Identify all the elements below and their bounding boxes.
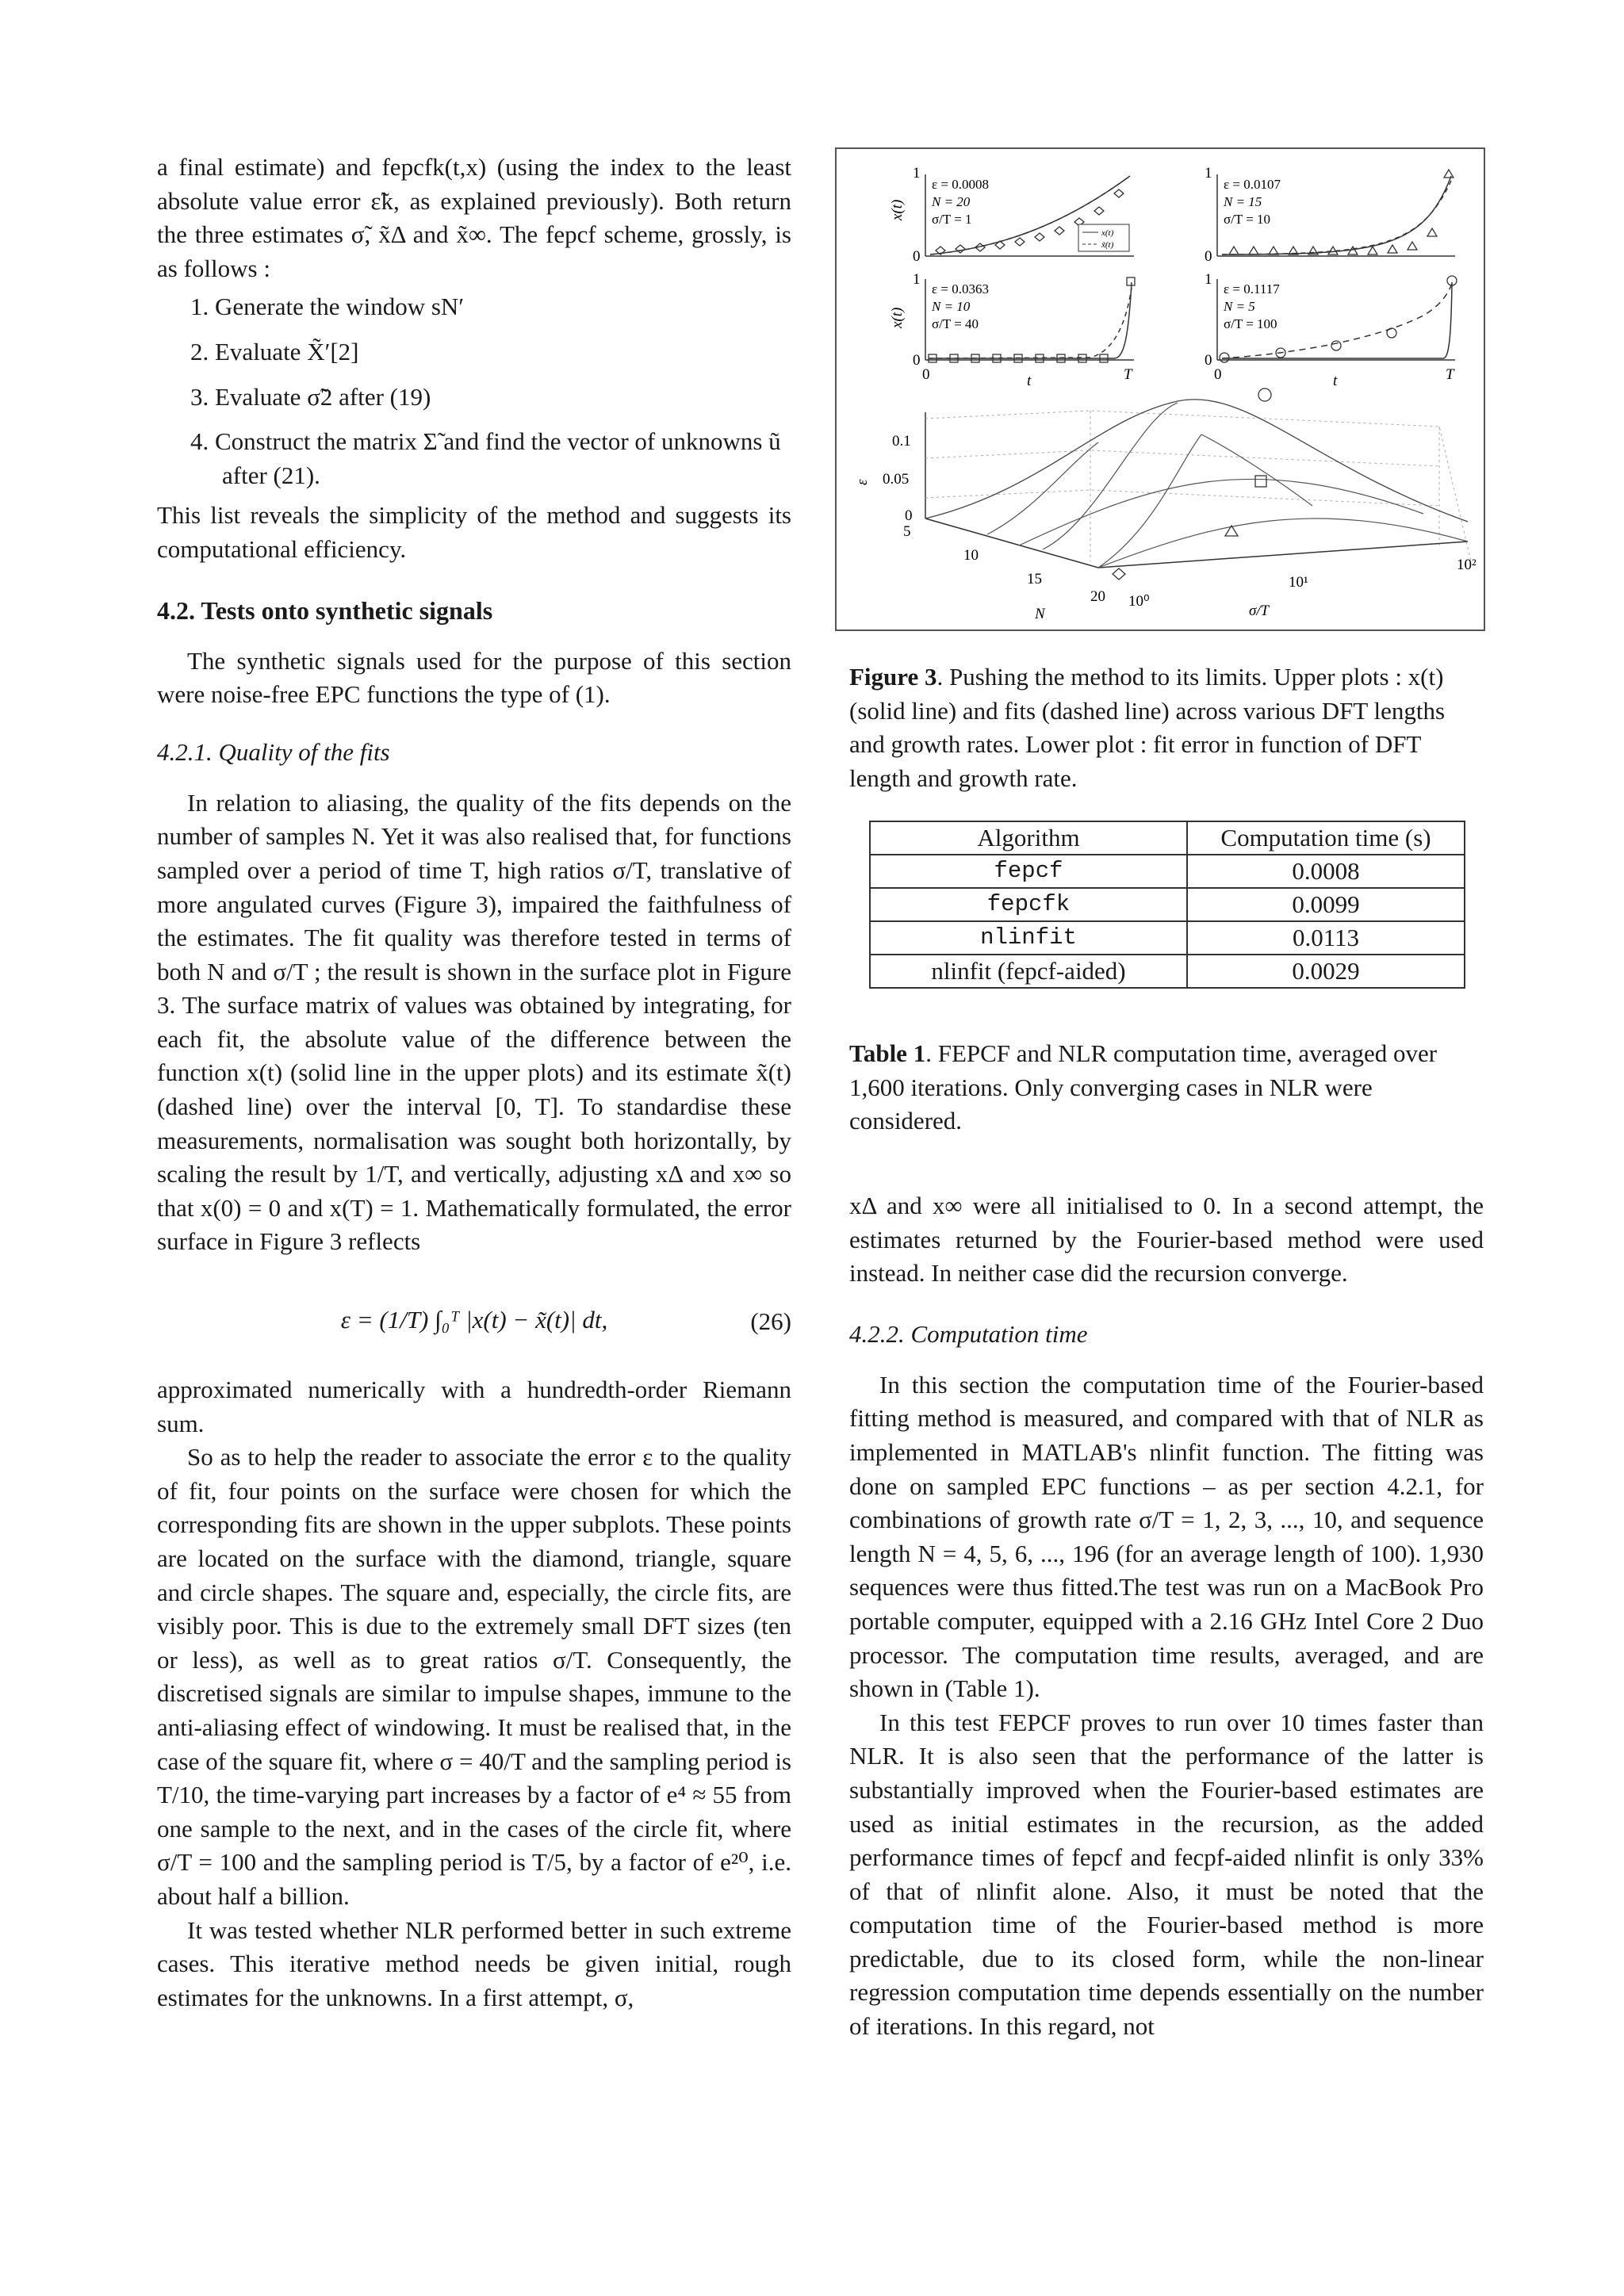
algorithm-cell: fepcf <box>870 855 1187 888</box>
s3-n: N = 10 <box>932 299 971 314</box>
s1-eps: ε = 0.0008 <box>932 177 989 192</box>
n-label: N <box>1035 606 1045 622</box>
s4-tick-0: 0 <box>1205 352 1212 369</box>
ratio-tick-1: 10⁰ <box>1128 593 1150 610</box>
s4-n: N = 5 <box>1224 299 1255 314</box>
z-label: ε <box>854 479 871 485</box>
table-row <box>870 921 1465 955</box>
time-cell: 0.0099 <box>1187 888 1465 921</box>
s4-tick-1: 1 <box>1205 271 1212 288</box>
section-heading: 4.2. Tests onto synthetic signals <box>157 595 493 625</box>
s3-xT: T <box>1124 366 1132 383</box>
computation-paragraph: In this section the computation time of the Fourier-based fitting method is measured, and compared with that of NLR as implemented in MATLAB's nlinfit function. The fitting was done on sampled EPC functions – as per section 4.2.1, for combinations of growth rate σ/T = 1, 2, 3, ..., 10, and sequence length N = 4, 5, 6, ..., 196 (for an average length of 100). 1,930 sequences were thus fitted.The test was run on a MacBook Pro portable computer, equipped with a 2.16 GHz Intel Core 2 Duo processor. The computation time results, averaged, and are shown in (Table 1). <box>849 1370 1484 1703</box>
s3-ratio: σ/T = 40 <box>932 316 979 331</box>
equation-number: (26) <box>750 1307 791 1336</box>
s2-tick-0: 0 <box>1205 248 1212 265</box>
s4-xT: T <box>1446 366 1454 383</box>
header-algorithm: Algorithm <box>870 821 1187 855</box>
legend-dashed: x̃(t) <box>1101 240 1114 250</box>
equation-body: ε = (1/T) ∫₀ᵀ |x(t) − x̃(t)| dt, <box>340 1306 608 1334</box>
time-cell: 0.0029 <box>1187 955 1465 988</box>
subplot-1 <box>889 165 1134 265</box>
step-2: 2. Evaluate X̃′[2] <box>190 337 359 365</box>
s4-ratio: σ/T = 100 <box>1224 316 1277 331</box>
surface-plot <box>854 388 1477 622</box>
ratio-tick-10: 10¹ <box>1289 574 1308 591</box>
table-caption-text: . FEPCF and NLR computation time, averaged over 1,600 iterations. Only converging cases in NLR were considered. <box>849 1039 1438 1135</box>
z-tick-0.1: 0.1 <box>892 433 911 450</box>
step-4: 4. Construct the matrix Σ̃ and find the vector of unknowns ũ after (21). <box>190 427 781 489</box>
table-row <box>870 955 1465 988</box>
figure-caption-label: Figure 3 <box>849 663 937 691</box>
z-tick-0: 0 <box>905 507 913 524</box>
figure-3 <box>835 147 1485 631</box>
table-row <box>870 855 1465 888</box>
n-tick-10: 10 <box>963 547 979 564</box>
table-caption-label: Table 1 <box>849 1039 926 1067</box>
computation-time-table <box>869 821 1465 989</box>
subsection-heading: 4.2.1. Quality of the fits <box>157 737 390 766</box>
performance-paragraph: In this test FEPCF proves to run over 10 times faster than NLR. It is also seen that the performance of the latter is substantially improved when the Fourier-based estimates are used as initial estimates in the recursion, as the added performance times of fepcf and fecpf-aided nlinfit is only 33% of that of nlinfit alone. Also, it must be noted that the computation time of the Fourier-based method is more predictable, due to its closed form, while the non-linear regression computation time depends essentially on the number of iterations. In this regard, not <box>849 1708 1484 2041</box>
section-paragraph: The synthetic signals used for the purpose of this section were noise-free EPC functions the type of (1). <box>157 646 791 709</box>
algorithm-cell: nlinfit (fepcf-aided) <box>870 955 1187 988</box>
s2-tick-1: 1 <box>1205 165 1212 182</box>
figure-svg <box>837 149 1484 629</box>
time-cell: 0.0113 <box>1187 921 1465 955</box>
ratio-tick-100: 10² <box>1457 557 1477 573</box>
s3-tick-1: 1 <box>913 271 921 288</box>
left-column <box>157 151 791 2015</box>
subplot-4 <box>1205 271 1457 389</box>
error-paragraph: So as to help the reader to associate the error ε to the quality of fit, four points on the surface were chosen for which the corresponding fits are shown in the upper subplots. These points are located on the surface with the diamond, triangle, square and circle shapes. The square and, especially, the circle fits, are visibly poor. This is due to the extremely small DFT sizes (ten or less), as well as to great ratios σ/T. Consequently, the discretised signals are similar to impulse shapes, immune to the anti-aliasing effect of windowing. It must be realised that, in the case of the square fit, where σ = 40/T and the sampling period is T/10, the time-varying part increases by a factor of e⁴ ≈ 55 from one sample to the next, and in the cases of the circle fit, where σ/T = 100 and the sampling period is T/5, by a factor of e²⁰, i.e. about half a billion. <box>157 1443 791 1910</box>
table-caption <box>849 1037 1484 1138</box>
s4-xlabel: t <box>1333 373 1338 389</box>
intro-paragraph: a final estimate) and fepcfk(t,x) (using the index to the least absolute value error ε̃k, as explained previously). Both return the three estimates σ̃, x̃Δ and x̃∞. The fepcf scheme, grossly, is as follows : <box>157 153 791 282</box>
right-column-text <box>849 1189 1484 2044</box>
s2-eps: ε = 0.0107 <box>1224 177 1281 192</box>
s2-ratio: σ/T = 10 <box>1224 212 1271 227</box>
figure-caption-text: . Pushing the method to its limits. Upper plots : x(t) (solid line) and fits (dashed line) across various DFT lengths and growth rates. Lower plot : fit error in function of DFT length and growth rate. <box>849 663 1446 792</box>
ratio-label: σ/T <box>1249 603 1270 619</box>
s1-ratio: σ/T = 1 <box>932 212 972 227</box>
method-steps <box>157 290 791 492</box>
header-time: Computation time (s) <box>1187 821 1465 855</box>
subsection-heading-2: 4.2.2. Computation time <box>849 1319 1088 1348</box>
table-header-row <box>870 821 1465 855</box>
s1-n: N = 20 <box>932 194 971 209</box>
quality-paragraph: In relation to aliasing, the quality of the fits depends on the number of samples N. Yet it was also realised that, for functions sampled over a period of time T, high ratios σ/T, translative of more angulated curves (Figure 3), impaired the faithfulness of the estimates. The fit quality was therefore tested in terms of both N and σ/T ; the result is shown in the surface plot in Figure 3. The surface matrix of values was obtained by integrating, for each fit, the absolute value of the difference between the function x(t) (solid line in the upper plots) and its estimate x̃(t) (dashed line) over the interval [0, T]. To standardise these measurements, normalisation was sought both horizontally, by scaling the result by 1/T, and vertically, adjusting xΔ and x∞ so that x(0) = 0 and x(T) = 1. Mathematically formulated, the error surface in Figure 3 reflects <box>157 788 791 1256</box>
after-list-paragraph: This list reveals the simplicity of the method and suggests its computational efficiency. <box>157 501 791 563</box>
algorithm-cell: nlinfit <box>870 921 1187 955</box>
nlr-paragraph: It was tested whether NLR performed better in such extreme cases. This iterative method needs be given initial, rough estimates for the unknowns. In a first attempt, σ, <box>157 1915 791 2011</box>
legend-solid: x(t) <box>1101 228 1114 238</box>
s3-x0: 0 <box>922 366 930 383</box>
n-tick-5: 5 <box>903 523 911 540</box>
s3-ylabel: x(t) <box>889 307 906 328</box>
z-tick-0.05: 0.05 <box>883 471 910 488</box>
n-tick-15: 15 <box>1027 571 1042 587</box>
equation-26 <box>157 1270 791 1373</box>
table-row <box>870 888 1465 921</box>
s3-tick-0: 0 <box>913 352 921 369</box>
figure-caption <box>849 660 1484 795</box>
s4-eps: ε = 0.1117 <box>1224 281 1280 297</box>
subplot-2 <box>1205 165 1455 265</box>
time-cell: 0.0008 <box>1187 855 1465 888</box>
s4-x0: 0 <box>1214 366 1222 383</box>
n-tick-20: 20 <box>1090 588 1105 605</box>
s3-eps: ε = 0.0363 <box>932 281 989 297</box>
s1-ylabel: x(t) <box>889 199 906 220</box>
step-3: 3. Evaluate σ̃2 after (19) <box>190 382 431 411</box>
step-1: 1. Generate the window sN′ <box>190 293 465 321</box>
s1-tick-0: 0 <box>913 248 921 265</box>
subplot-3 <box>889 271 1135 389</box>
s1-tick-1: 1 <box>913 165 921 182</box>
s3-xlabel: t <box>1027 373 1032 389</box>
riemann-paragraph: approximated numerically with a hundredth-order Riemann sum. <box>157 1376 791 1437</box>
algorithm-cell: fepcfk <box>870 888 1187 921</box>
init-paragraph: xΔ and x∞ were all initialised to 0. In a second attempt, the estimates returned by the Fourier-based method were used instead. In neither case did the recursion converge. <box>849 1192 1484 1288</box>
s2-n: N = 15 <box>1224 194 1262 209</box>
